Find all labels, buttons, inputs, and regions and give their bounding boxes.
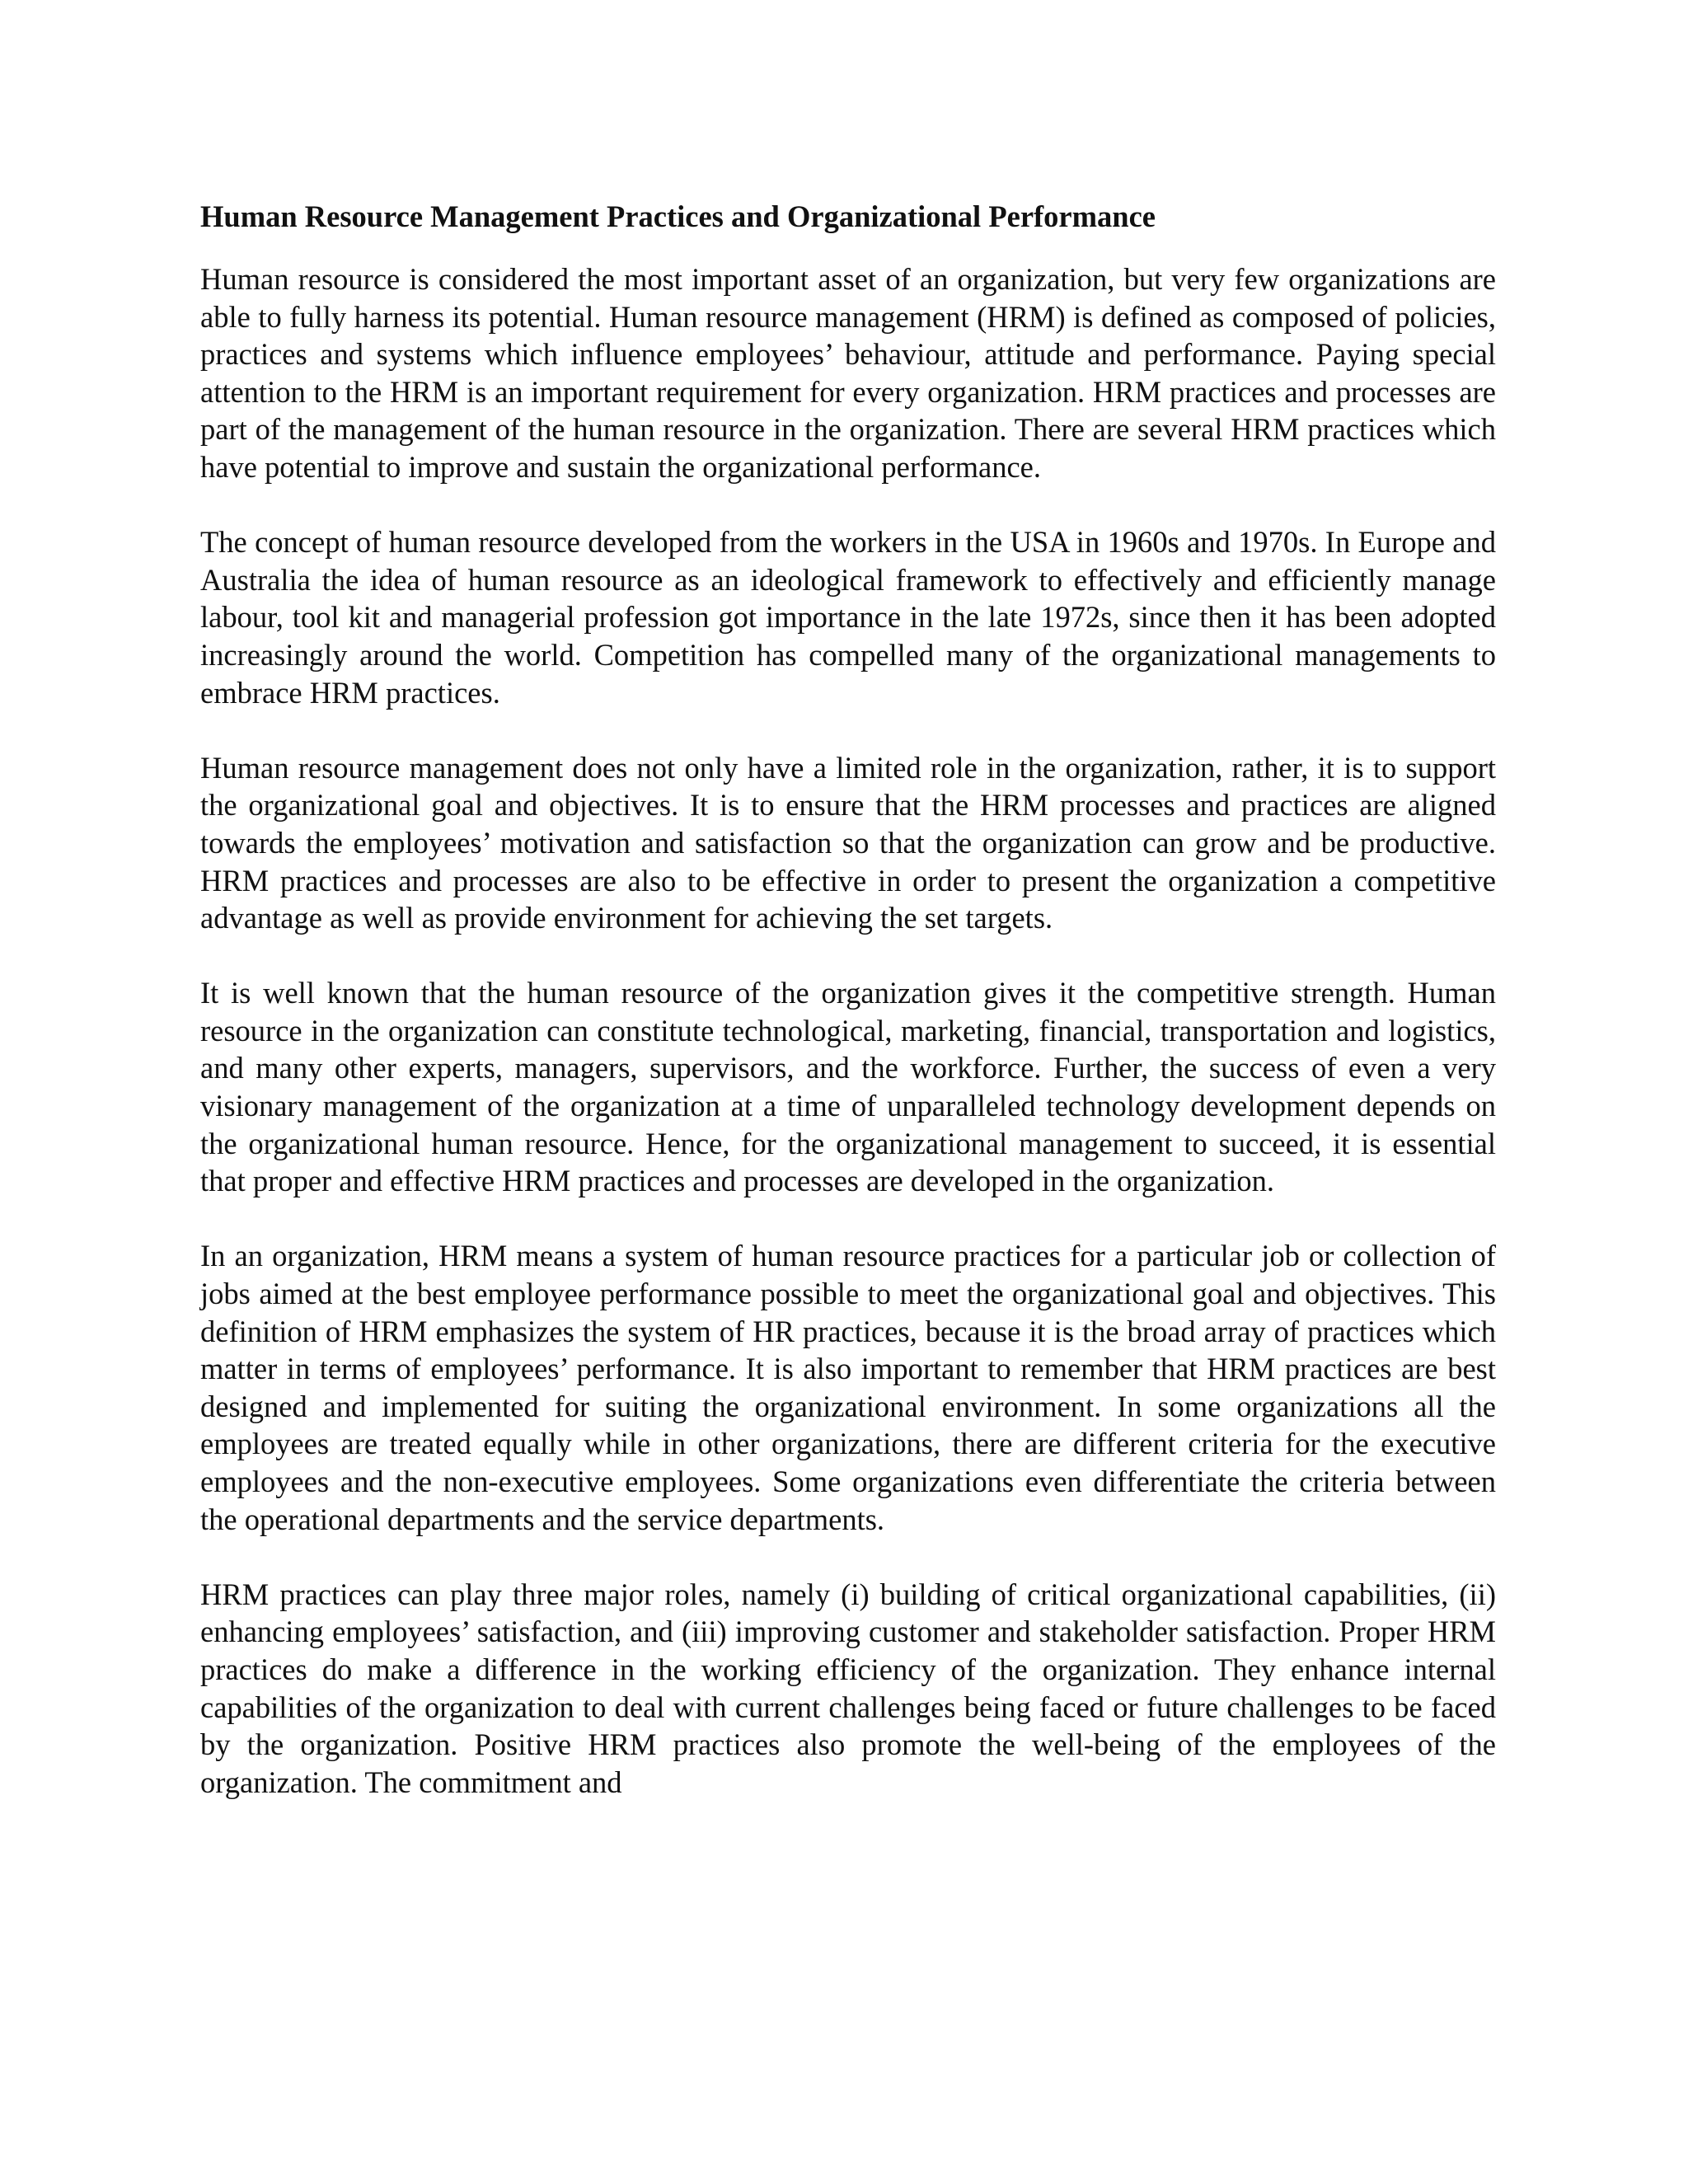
document-title: Human Resource Management Practices and Organizational Performance [200, 199, 1156, 233]
paragraph-3: Human resource management does not only have a limited role in the organization, rather, it is to support the organizational goal and objectives. It is to ensure that the HRM processes and practices are aligned towards the employees’ motivation and satisfaction so that the organization can grow and be productive. HRM practices and processes are also to be effective in order to present the organization a competitive advantage as well as provide environment for achieving the set targets. [200, 750, 1496, 935]
paragraph-6: HRM practices can play three major roles, namely (i) building of critical organizational capabilities, (ii) enhancing employees’ satisfaction, and (iii) improving customer and stakeholder satisfaction. Proper HRM practices do make a difference in the working efficiency of the organization. They enhance internal capabilities of the organization to deal with current challenges being faced or future challenges to be faced by the organization. Positive HRM practices also promote the well-being of the employees of the organization. The commitment and [200, 1577, 1496, 1799]
paragraph-4: It is well known that the human resource of the organization gives it the competitive strength. Human resource in the organization can constitute technological, marketing, financial, transportation and logistics, and many other experts, managers, supervisors, and the workforce. Further, the success of even a very visionary management of the organization at a time of unparalleled technology development depends on the organizational human resource. Hence, for the organizational management to succeed, it is essential that proper and effective HRM practices and processes are developed in the organization. [200, 976, 1496, 1198]
document-body [200, 198, 1496, 1801]
paragraph-1: Human resource is considered the most important asset of an organization, but very few organizations are able to fully harness its potential. Human resource management (HRM) is defined as composed of policies, practices and systems which influence employees’ behaviour, attitude and performance. Paying special attention to the HRM is an important requirement for every organization. HRM practices and processes are part of the management of the human resource in the organization. There are several HRM practices which have potential to improve and sustain the organizational performance. [200, 262, 1496, 484]
paragraph-2: The concept of human resource developed from the workers in the USA in 1960s and 1970s. In Europe and Australia the idea of human resource as an ideological framework to effectively and efficiently manage labour, tool kit and managerial profession got importance in the late 1972s, since then it has been adopted increasingly around the world. Competition has compelled many of the organizational managements to embrace HRM practices. [200, 525, 1496, 710]
paragraph-5: In an organization, HRM means a system of human resource practices for a particular job or collection of jobs aimed at the best employee performance possible to meet the organizational goal and objectives. This definition of HRM emphasizes the system of HR practices, because it is the broad array of practices which matter in terms of employees’ performance. It is also important to remember that HRM practices are best designed and implemented for suiting the organizational environment. In some organizations all the employees are treated equally while in other organizations, there are different criteria for the executive employees and the non-executive employees. Some organizations even differentiate the criteria between the operational departments and the service departments. [200, 1239, 1496, 1536]
